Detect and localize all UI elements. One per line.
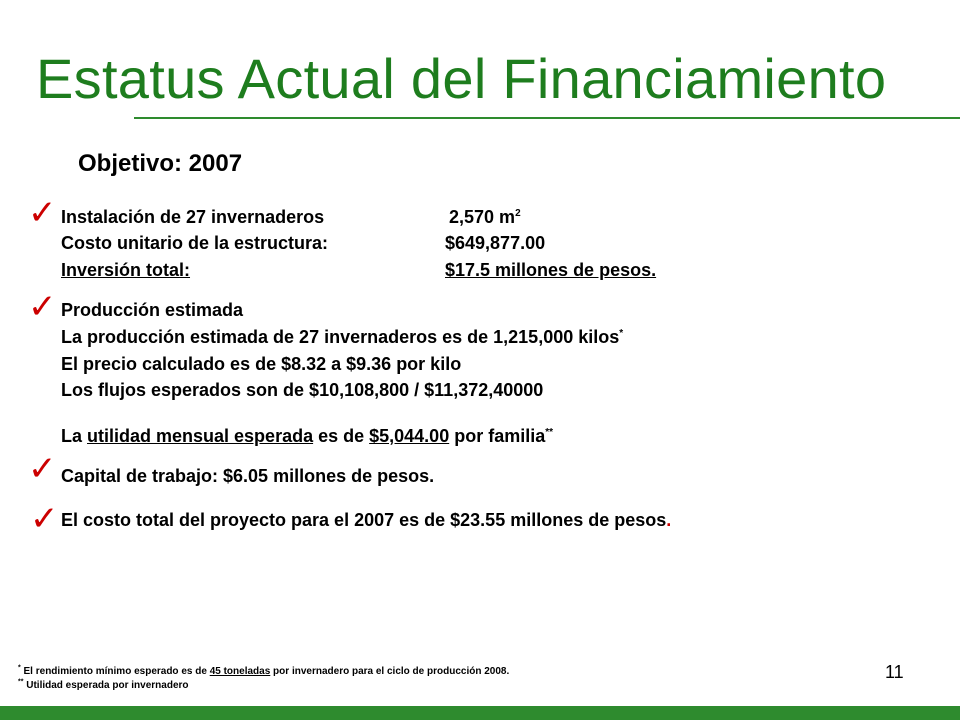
item1-line1-sup: 2 bbox=[515, 208, 521, 219]
item2-line4-sup: ** bbox=[545, 427, 554, 438]
item1-line1 bbox=[61, 205, 761, 229]
item1-line2 bbox=[61, 231, 761, 255]
item2-line4-underlined: utilidad mensual esperada bbox=[87, 426, 314, 446]
item1-line2-value: $649,877.00 bbox=[445, 233, 546, 253]
item2-line3: Los flujos esperados son de $10,108,800 / $11,372,40000 bbox=[61, 380, 544, 400]
objective-subtitle: Objetivo: 2007 bbox=[78, 150, 243, 177]
footnote-1-underlined: 45 toneladas bbox=[209, 666, 271, 677]
title-divider bbox=[134, 117, 960, 119]
checkmark-icon: ✓ bbox=[28, 449, 57, 489]
item1-line3 bbox=[61, 258, 761, 282]
item2-line4-pre: La bbox=[61, 426, 88, 446]
slide-title: Estatus Actual del Financiamiento bbox=[36, 47, 887, 110]
item1-line1-label: Instalación de 27 invernaderos bbox=[61, 207, 325, 227]
footnote-2-text: Utilidad esperada por invernadero bbox=[26, 680, 189, 691]
item2-line1 bbox=[61, 325, 623, 349]
item3-text: Capital de trabajo: $6.05 millones de pesos. bbox=[61, 466, 435, 486]
item2-line4-post: por familia bbox=[449, 426, 546, 446]
item2-line4-amount: $5,044.00 bbox=[369, 426, 450, 446]
page-number: 11 bbox=[885, 662, 904, 682]
item2-line1-sup: * bbox=[619, 328, 624, 339]
footnote-2-mark: ** bbox=[18, 678, 24, 686]
footnote-1-mark: * bbox=[18, 664, 21, 672]
footer-bar bbox=[0, 706, 960, 720]
item2-heading: Producción estimada bbox=[61, 300, 244, 320]
footnote-1-pre: El rendimiento mínimo esperado es de bbox=[23, 666, 210, 677]
footnote-2 bbox=[18, 680, 189, 691]
item1-line3-value: $17.5 millones de pesos. bbox=[445, 260, 657, 280]
item2-line4-mid: es de bbox=[313, 426, 370, 446]
checkmark-icon: ✓ bbox=[28, 193, 57, 233]
footnote-1 bbox=[18, 666, 509, 677]
item4-line bbox=[61, 508, 671, 532]
checkmark-icon: ✓ bbox=[28, 287, 57, 327]
item1-line1-value: 2,570 m bbox=[449, 207, 516, 227]
item4-text: El costo total del proyecto para el 2007 es de $23.55 millones de pesos bbox=[61, 510, 667, 530]
item1-line2-label: Costo unitario de la estructura: bbox=[61, 233, 329, 253]
item2-line4 bbox=[61, 424, 553, 448]
item2-line2: El precio calculado es de $8.32 a $9.36 por kilo bbox=[61, 354, 462, 374]
checkmark-icon: ✓ bbox=[30, 499, 59, 539]
item4-period: . bbox=[666, 510, 672, 530]
footnote-1-post: por invernadero para el ciclo de producción 2008. bbox=[270, 666, 510, 677]
item1-line3-label: Inversión total: bbox=[61, 260, 191, 280]
item2-line1-text: La producción estimada de 27 invernaderos es de 1,215,000 kilos bbox=[61, 327, 620, 347]
